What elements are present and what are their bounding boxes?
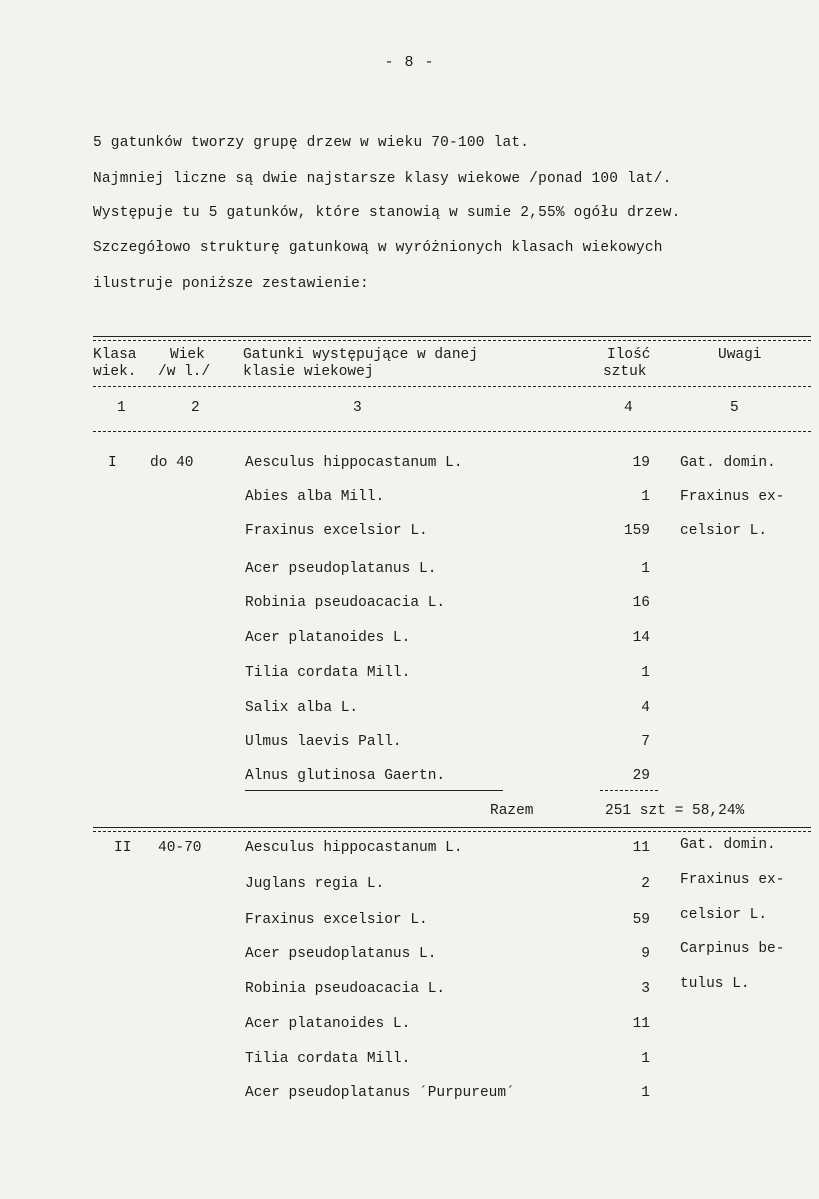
paragraph-line: Występuje tu 5 gatunków, które stanowią w sumie 2,55% ogółu drzew. xyxy=(93,205,681,221)
species-name: Tilia cordata Mill. xyxy=(245,665,411,681)
species-count: 16 xyxy=(632,595,650,611)
species-count: 29 xyxy=(632,768,650,784)
species-name: Salix alba L. xyxy=(245,700,359,716)
species-count: 159 xyxy=(623,523,650,539)
header-wiek-1: Wiek xyxy=(170,347,205,363)
column-number: 3 xyxy=(353,400,362,416)
species-name: Acer pseudoplatanus L. xyxy=(245,561,437,577)
species-count: 1 xyxy=(641,1085,650,1101)
species-count: 1 xyxy=(641,489,650,505)
species-count: 9 xyxy=(641,946,650,962)
species-count: 1 xyxy=(641,1051,650,1067)
species-name: Aesculus hippocastanum L. xyxy=(245,455,463,471)
header-uwagi: Uwagi xyxy=(718,347,762,363)
column-number: 5 xyxy=(730,400,739,416)
column-number: 1 xyxy=(117,400,126,416)
species-name: Aesculus hippocastanum L. xyxy=(245,840,463,856)
count-underline xyxy=(600,790,658,791)
table-top-rule-dashed xyxy=(93,340,811,341)
species-count: 19 xyxy=(632,455,650,471)
species-name: Robinia pseudoacacia L. xyxy=(245,595,446,611)
species-count: 3 xyxy=(641,981,650,997)
header-gatunki-1: Gatunki występujące w danej xyxy=(243,347,478,363)
species-note: Gat. domin. xyxy=(680,455,776,471)
species-name: Fraxinus excelsior L. xyxy=(245,523,428,539)
header-ilosc-1: Ilość xyxy=(607,347,651,363)
group-klasa: I xyxy=(108,455,117,471)
header-klasa-1: Klasa xyxy=(93,347,137,363)
page-number: - 8 - xyxy=(384,54,435,71)
column-number: 2 xyxy=(191,400,200,416)
species-name: Ulmus laevis Pall. xyxy=(245,734,402,750)
header-klasa-2: wiek. xyxy=(93,364,137,380)
species-count: 1 xyxy=(641,665,650,681)
group-wiek: do 40 xyxy=(150,455,194,471)
species-name: Acer pseudoplatanus ´Purpureum´ xyxy=(245,1085,515,1101)
species-count: 4 xyxy=(641,700,650,716)
species-name: Fraxinus excelsior L. xyxy=(245,912,428,928)
group-separator-dashed xyxy=(93,831,811,832)
paragraph-line: Szczegółowo strukturę gatunkową w wyróżnionych klasach wiekowych xyxy=(93,240,663,256)
species-count: 11 xyxy=(632,840,650,856)
species-note: tulus L. xyxy=(680,976,750,992)
group-separator xyxy=(93,827,811,828)
group-wiek: 40-70 xyxy=(158,840,202,856)
species-count: 14 xyxy=(632,630,650,646)
paragraph-line: ilustruje poniższe zestawienie: xyxy=(93,276,369,292)
species-note: Fraxinus ex- xyxy=(680,872,785,888)
species-name: Abies alba Mill. xyxy=(245,489,385,505)
species-count: 7 xyxy=(641,734,650,750)
column-number: 4 xyxy=(624,400,633,416)
species-count: 59 xyxy=(632,912,650,928)
species-note: celsior L. xyxy=(680,523,768,539)
species-name: Acer platanoides L. xyxy=(245,1016,411,1032)
total-label: Razem xyxy=(490,803,534,819)
species-name: Alnus glutinosa Gaertn. xyxy=(245,768,446,784)
species-count: 1 xyxy=(641,561,650,577)
group-klasa: II xyxy=(114,840,132,856)
species-note: celsior L. xyxy=(680,907,768,923)
species-note: Fraxinus ex- xyxy=(680,489,785,505)
species-name: Juglans regia L. xyxy=(245,876,385,892)
species-count: 2 xyxy=(641,876,650,892)
table-top-rule xyxy=(93,336,811,337)
species-count: 11 xyxy=(632,1016,650,1032)
header-rule xyxy=(93,386,811,387)
column-number-rule xyxy=(93,431,811,432)
species-underline xyxy=(245,790,503,791)
paragraph-line: 5 gatunków tworzy grupę drzew w wieku 70-100 lat. xyxy=(93,135,530,151)
total-value: 251 szt = 58,24% xyxy=(605,803,745,819)
header-gatunki-2: klasie wiekowej xyxy=(243,364,374,380)
header-ilosc-2: sztuk xyxy=(603,364,647,380)
species-name: Tilia cordata Mill. xyxy=(245,1051,411,1067)
species-name: Acer platanoides L. xyxy=(245,630,411,646)
header-wiek-2: /w l./ xyxy=(158,364,211,380)
paragraph-line: Najmniej liczne są dwie najstarsze klasy wiekowe /ponad 100 lat/. xyxy=(93,171,672,187)
species-name: Robinia pseudoacacia L. xyxy=(245,981,446,997)
species-note: Gat. domin. xyxy=(680,837,776,853)
species-note: Carpinus be- xyxy=(680,941,785,957)
species-name: Acer pseudoplatanus L. xyxy=(245,946,437,962)
